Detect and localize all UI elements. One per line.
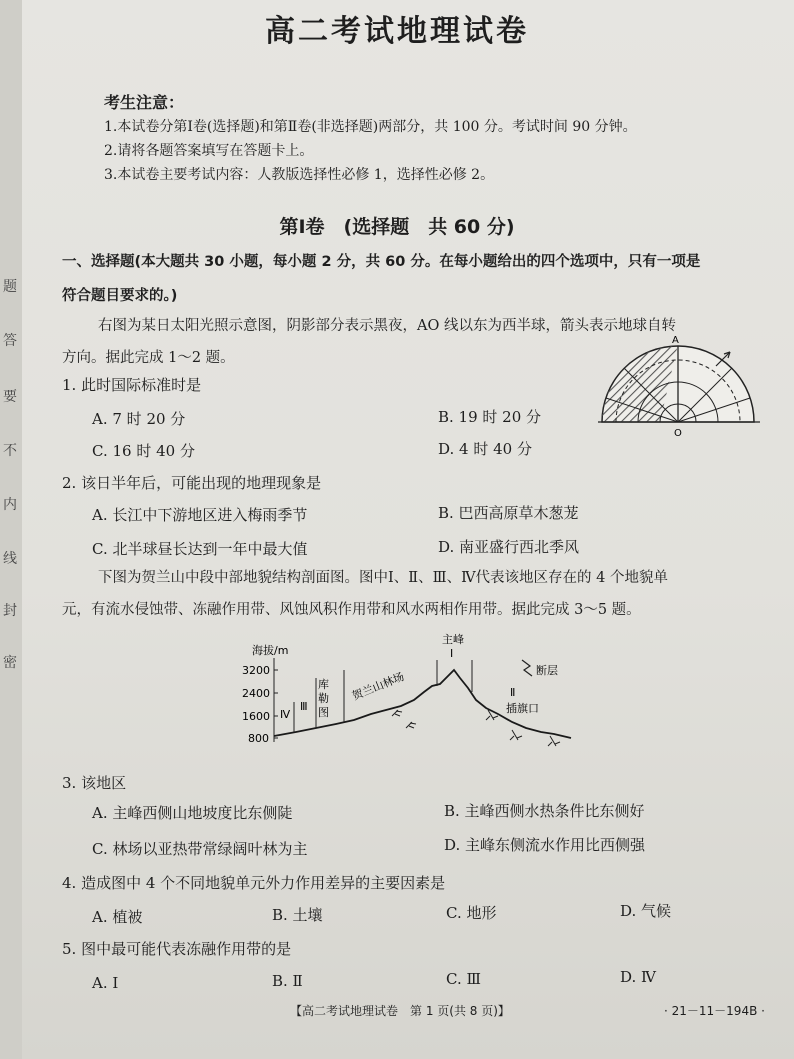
- option: A. 植被: [92, 908, 143, 926]
- question-stem: 1. 此时国际标准时是: [62, 376, 202, 394]
- option: B. Ⅱ: [272, 972, 303, 990]
- unit-label: Ⅲ: [300, 700, 308, 713]
- page-footer: 【高二考试地理试卷 第 1 页(共 8 页)】: [290, 1004, 510, 1018]
- option: A. 7 时 20 分: [92, 410, 186, 428]
- option: D. 主峰东侧流水作用比西侧强: [444, 836, 646, 854]
- erosion-arrow-icon: [548, 736, 560, 746]
- intro-text: 方向。据此完成 1～2 题。: [62, 350, 235, 366]
- y-tick: 800: [248, 732, 269, 745]
- option: D. 4 时 40 分: [438, 440, 532, 458]
- option: A. Ⅰ: [92, 974, 119, 992]
- unit-label: 库: [318, 678, 329, 691]
- question-stem: 2. 该日半年后，可能出现的地理现象是: [62, 474, 322, 492]
- landform-profile: [236, 630, 586, 760]
- option: B. 19 时 20 分: [438, 408, 542, 426]
- unit-label: Ⅳ: [280, 708, 291, 721]
- label-a: A: [672, 335, 679, 346]
- option: C. 16 时 40 分: [92, 442, 195, 460]
- option: D. 气候: [620, 902, 672, 920]
- binding-margin: [0, 0, 23, 1059]
- fault-symbol-icon: [522, 660, 532, 676]
- notice-heading: 考生注意：: [104, 93, 185, 112]
- notice-line: 3.本试卷主要考试内容：人教版选择性必修 1，选择性必修 2。: [104, 167, 495, 183]
- y-axis-label: 海拔/m: [252, 644, 289, 657]
- pass-label: 插旗口: [506, 702, 539, 715]
- margin-char: 要: [3, 389, 17, 405]
- intro-text: 右图为某日太阳光照示意图，阴影部分表示黑夜，AO 线以东为西半球，箭头表示地球自转: [98, 318, 676, 334]
- margin-char: 内: [3, 497, 17, 513]
- y-tick: 2400: [242, 687, 270, 700]
- section-title: 第Ⅰ卷 (选择题 共 60 分): [279, 216, 515, 238]
- exam-code: · 21－11－194B ·: [664, 1004, 765, 1018]
- margin-char: 不: [3, 443, 17, 459]
- option: D. Ⅳ: [620, 968, 657, 986]
- option: C. 北半球昼长达到一年中最大值: [92, 540, 308, 558]
- question-stem: 4. 造成图中 4 个不同地貌单元外力作用差异的主要因素是: [62, 874, 446, 892]
- y-tick: 1600: [242, 710, 270, 723]
- unit-label: Ⅱ: [510, 686, 516, 699]
- option: B. 土壤: [272, 906, 323, 924]
- question-stem: 5. 图中最可能代表冻融作用带的是: [62, 940, 292, 958]
- forest-label: 贺兰山林场: [350, 670, 407, 703]
- sunlight-diagram: [598, 334, 760, 440]
- notice-line: 2.请将各题答案填写在答题卡上。: [104, 143, 314, 159]
- erosion-arrow-icon: [406, 722, 416, 728]
- margin-char: 封: [3, 603, 17, 619]
- option: B. 巴西高原草木葱茏: [438, 504, 579, 522]
- option: A. 主峰西侧山地坡度比东侧陡: [92, 804, 293, 822]
- intro-text: 下图为贺兰山中段中部地貌结构剖面图。图中Ⅰ、Ⅱ、Ⅲ、Ⅳ代表该地区存在的 4 个地貌单: [98, 570, 668, 586]
- option: C. 林场以亚热带常绿阔叶林为主: [92, 840, 308, 858]
- exam-title: 高二考试地理试卷: [265, 14, 529, 49]
- notice-line: 1.本试卷分第Ⅰ卷(选择题)和第Ⅱ卷(非选择题)两部分，共 100 分。考试时间 90 分钟。: [104, 119, 637, 135]
- margin-char: 题: [3, 279, 17, 295]
- option: C. 地形: [446, 904, 497, 922]
- erosion-arrow-icon: [392, 710, 402, 716]
- y-tick: 3200: [242, 664, 270, 677]
- option: B. 主峰西侧水热条件比东侧好: [444, 802, 645, 820]
- option: D. 南亚盛行西北季风: [438, 538, 580, 556]
- option: C. Ⅲ: [446, 970, 481, 988]
- part-instruction: 一、选择题(本大题共 30 小题，每小题 2 分，共 60 分。在每小题给出的四个选项中，只有一项是: [62, 254, 701, 270]
- intro-text: 元，有流水侵蚀带、冻融作用带、风蚀风积作用带和风水两相作用带。据此完成 3～5 题。: [62, 602, 641, 618]
- peak-label: 主峰: [442, 633, 464, 646]
- unit-label: 图: [318, 706, 329, 719]
- fault-label: 断层: [536, 664, 558, 677]
- margin-char: 线: [3, 551, 17, 567]
- unit-label: Ⅰ: [450, 647, 454, 660]
- erosion-arrow-icon: [510, 730, 522, 740]
- question-stem: 3. 该地区: [62, 774, 127, 792]
- margin-char: 答: [3, 333, 17, 349]
- option: A. 长江中下游地区进入梅雨季节: [92, 506, 308, 524]
- part-instruction: 符合题目要求的。): [62, 288, 178, 304]
- unit-label: 勒: [318, 692, 329, 705]
- label-o: O: [674, 428, 682, 439]
- margin-char: 密: [3, 655, 17, 671]
